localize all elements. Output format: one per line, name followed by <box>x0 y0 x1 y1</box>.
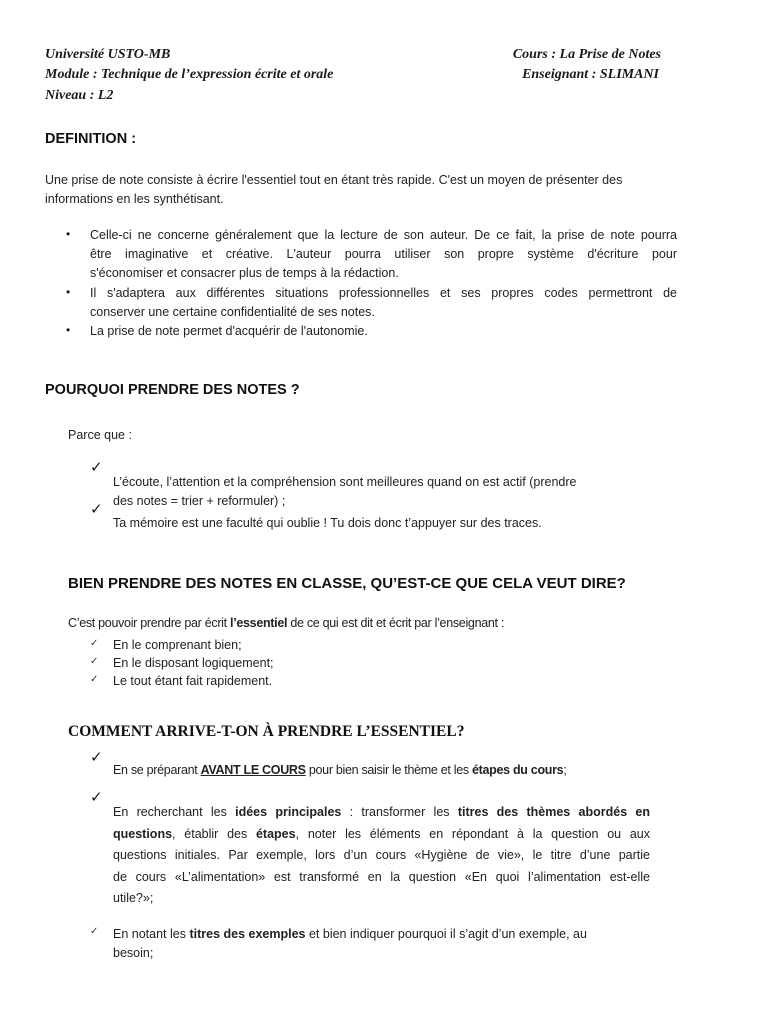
text-run: , noter les éléments en répondant à la question ou aux <box>295 826 650 841</box>
header-university: Université USTO-MB <box>45 47 171 62</box>
definition-bullet-2 <box>90 284 677 322</box>
intro-text: de ce qui est dit et écrit par l’enseignant : <box>287 616 505 630</box>
text-run: En se préparant <box>113 763 201 777</box>
list-item: Le tout étant fait rapidement. <box>113 674 273 688</box>
text-run-bold: idées principales <box>235 805 342 819</box>
item-line <box>113 925 633 944</box>
check-icon: ✓ <box>90 749 103 766</box>
comment-title: COMMENT ARRIVE-T-ON À PRENDRE L’ESSENTIEL? <box>68 723 465 740</box>
text-run-bold: questions <box>113 826 173 841</box>
comment-item-2 <box>113 802 650 910</box>
text-run-bold: titres des thèmes abordés en <box>457 805 651 819</box>
list-item: En le disposant logiquement; <box>113 656 274 670</box>
comment-item-1 <box>113 761 567 780</box>
text-run-bold: étapes <box>255 826 296 841</box>
definition-intro-line: informations en les synthétisant. <box>45 192 224 206</box>
pourquoi-item-1 <box>113 473 643 511</box>
tick-icon: ✓ <box>90 674 99 685</box>
bullet-line: Il s'adaptera aux différentes situations professionnelles et ses propres codes permettront de <box>90 286 677 300</box>
list-item: En le comprenant bien; <box>113 638 242 652</box>
tick-icon: ✓ <box>90 656 99 667</box>
header-module: Module : Technique de l’expression écrite et orale <box>45 67 334 82</box>
bien-prendre-title: BIEN PRENDRE DES NOTES EN CLASSE, QU’EST-CE QUE CELA VEUT DIRE? <box>68 575 626 592</box>
item-line: questions initiales. Par exemple, lors d’un cours «Hygiène de vie», le titre d’une partie <box>113 848 650 862</box>
definition-bullet-1 <box>90 226 677 283</box>
bullet-line: La prise de note permet d'acquérir de l'autonomie. <box>90 324 368 338</box>
text-run: En notant les <box>113 927 190 941</box>
bullet-icon: • <box>66 227 71 241</box>
pourquoi-title: POURQUOI PRENDRE DES NOTES ? <box>45 382 300 398</box>
text-run: ; <box>563 763 567 777</box>
check-icon: ✓ <box>90 501 103 518</box>
text-run: pour bien saisir le thème et les <box>305 763 472 777</box>
bullet-icon: • <box>66 323 71 337</box>
text-run: En recherchant les <box>113 805 236 819</box>
definition-title: DEFINITION : <box>45 131 137 147</box>
item-line <box>113 802 650 824</box>
text-run-bold: étapes du cours <box>471 763 564 777</box>
header-enseignant: Enseignant : SLIMANI <box>522 67 659 82</box>
item-line: besoin; <box>113 946 154 960</box>
item-line <box>113 824 650 846</box>
pourquoi-item-2: Ta mémoire est une faculté qui oublie ! Tu dois donc t’appuyer sur des traces. <box>113 516 542 530</box>
definition-bullet-3 <box>90 322 677 341</box>
header-niveau: Niveau : L2 <box>45 88 114 103</box>
bullet-icon: • <box>66 285 71 299</box>
pourquoi-item-line: L’écoute, l’attention et la compréhension sont meilleures quand on est actif (prendre <box>113 475 577 489</box>
bien-prendre-intro <box>68 614 504 633</box>
parce-que-label: Parce que : <box>68 428 132 442</box>
item-line: de cours «L’alimentation» est transformé en la question «En quoi l’alimentation est-elle <box>113 869 650 884</box>
text-run: : transformer les <box>341 805 458 819</box>
intro-text: C’est pouvoir prendre par écrit <box>68 616 231 630</box>
check-icon: ✓ <box>90 459 103 476</box>
definition-intro-line: Une prise de note consiste à écrire l'essentiel tout en étant très rapide. C'est un moyen de présenter des <box>45 173 623 187</box>
header-cours: Cours : La Prise de Notes <box>512 47 661 62</box>
text-run: , établir des <box>172 826 256 841</box>
bullet-line: s'économiser et consacrer plus de temps à la rédaction. <box>90 266 399 280</box>
avant-le-cours-text: AVANT LE COURS <box>200 763 306 777</box>
item-line: utile?»; <box>113 891 154 905</box>
text-run: et bien indiquer pourquoi il s’agit d’un exemple, au <box>305 927 587 941</box>
bullet-line: être imaginative et créative. L'auteur pourra utiliser son propre système d'écriture pour <box>90 247 677 261</box>
check-icon: ✓ <box>90 789 103 806</box>
pourquoi-item-line: des notes = trier + reformuler) ; <box>113 494 286 508</box>
bullet-line: conserver une certaine confidentialité de ses notes. <box>90 305 375 319</box>
tick-icon: ✓ <box>90 926 99 937</box>
comment-item-3 <box>113 925 633 963</box>
tick-icon: ✓ <box>90 638 99 649</box>
text-run-bold: titres des exemples <box>189 927 306 941</box>
intro-bold: l’essentiel <box>230 616 288 630</box>
definition-intro <box>45 171 677 209</box>
bullet-line: Celle-ci ne concerne généralement que la lecture de son auteur. De ce fait, la prise de note pourra <box>90 228 677 242</box>
